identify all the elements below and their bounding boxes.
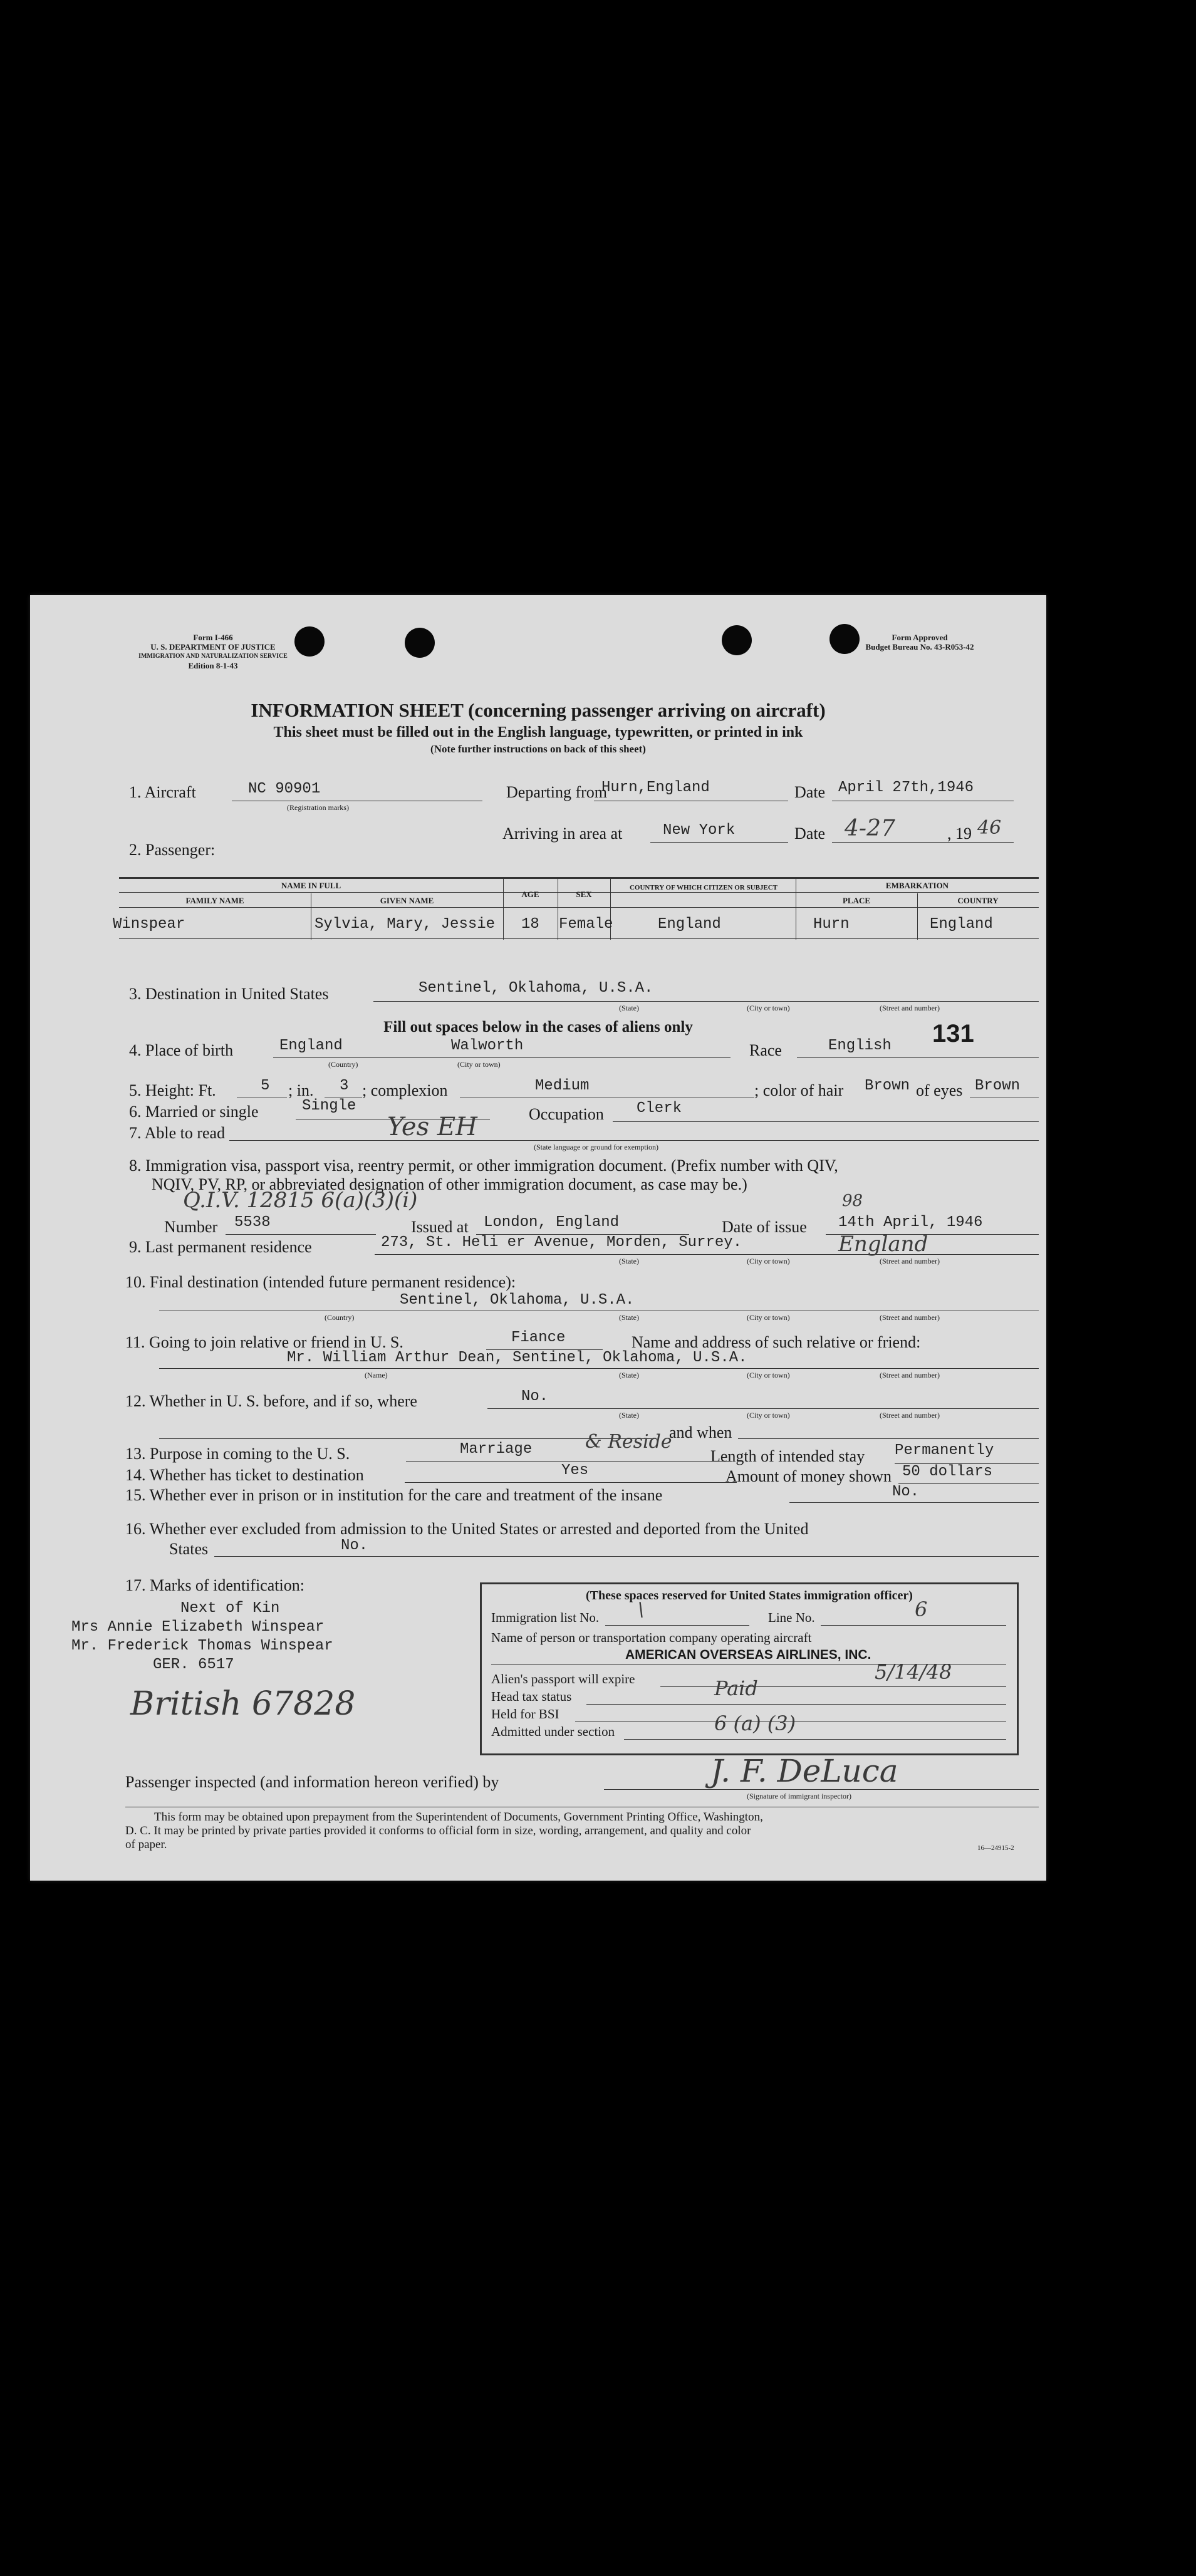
and-when-label: and when: [669, 1423, 732, 1441]
visa-number-value: 5538: [234, 1214, 271, 1231]
last-residence-value: 273, St. Heli er Avenue, Morden, Surrey.: [381, 1234, 742, 1251]
service: IMMIGRATION AND NATURALIZATION SERVICE: [138, 653, 288, 660]
arrive-date-label: Date: [794, 824, 826, 843]
footer-line-1: This form may be obtained upon prepayment from the Superintendent of Documents, Government Printing Office, Washington,: [154, 1810, 763, 1824]
date-issue-value: 14th April, 1946: [838, 1214, 983, 1231]
admitted-section-value: 6 (a) (3): [714, 1711, 796, 1735]
given-name-header: GIVEN NAME: [380, 896, 434, 905]
country-caption: (Country): [325, 1313, 355, 1322]
arriving-line: [650, 842, 788, 843]
height-in-value: 3: [340, 1078, 349, 1094]
page-title: INFORMATION SHEET (concerning passenger arriving on aircraft): [251, 699, 826, 721]
footer-line-2: D. C. It may be printed by private parties provided it conforms to official form in size, wording, arrangement, and quality and color: [125, 1824, 751, 1837]
city-caption: (City or town): [747, 1257, 790, 1265]
next-of-kin-2: Mr. Frederick Thomas Winspear: [71, 1638, 333, 1654]
held-bsi-label: Held for BSI: [491, 1706, 559, 1722]
embark-country-value: England: [930, 916, 993, 933]
final-destination-label: 10. Final destination (intended future permanent residence):: [125, 1273, 516, 1291]
immigration-list-line: [605, 1625, 749, 1626]
state-caption: (State): [619, 1313, 639, 1322]
head-tax-line: [586, 1704, 1006, 1705]
state-caption: (State): [619, 1257, 639, 1265]
prison-line: [789, 1502, 1039, 1503]
issued-at-value: London, England: [484, 1214, 620, 1231]
passenger-label: 2. Passenger:: [129, 841, 216, 859]
excluded-label-1: 16. Whether ever excluded from admission to the United States or arrested and deported from the United: [125, 1520, 809, 1538]
immigration-list-value: \: [638, 1599, 645, 1621]
money-label: Amount of money shown: [725, 1467, 892, 1485]
city-caption: (City or town): [747, 1313, 790, 1322]
page-subtitle: This sheet must be filled out in the English language, typewritten, or printed in ink: [273, 724, 803, 740]
aircraft-value: NC 90901: [248, 781, 321, 797]
married-label: 6. Married or single: [129, 1103, 259, 1121]
before-value: No.: [521, 1388, 549, 1405]
departing-value: Hurn,England: [601, 779, 710, 796]
city-caption: (City or town): [457, 1060, 501, 1069]
ticket-value: Yes: [561, 1462, 589, 1479]
line-no-line: [821, 1625, 1006, 1626]
last-residence-handwritten: England: [838, 1232, 928, 1257]
eyes-label: of eyes: [916, 1081, 963, 1099]
destination-line: [373, 1001, 1039, 1002]
inspector-signature: J. F. DeLuca: [710, 1753, 898, 1789]
arriving-value: New York: [663, 822, 736, 839]
date-issue-label: Date of issue: [722, 1218, 807, 1236]
sex-header: SEX: [576, 890, 592, 899]
line-no-value: 6: [915, 1597, 928, 1621]
next-of-kin-title: Next of Kin: [180, 1600, 280, 1617]
edition: Edition 8-1-43: [188, 661, 238, 670]
length-label: Length of intended stay: [710, 1447, 865, 1465]
prison-value: No.: [892, 1483, 920, 1500]
occupation-label: Occupation: [529, 1105, 604, 1123]
ticket-label: 14. Whether has ticket to destination: [125, 1466, 364, 1484]
number-label: Number: [164, 1218, 218, 1236]
aliens-only-note: Fill out spaces below in the cases of aliens only: [383, 1019, 693, 1036]
prison-label: 15. Whether ever in prison or in institution for the care and treatment of the insane: [125, 1486, 663, 1504]
visa-label-2: NQIV, PV, RP, or abbreviated designation of other immigration document, as case may be.): [152, 1175, 747, 1193]
punch-hole: [722, 625, 752, 655]
officer-box-title: (These spaces reserved for United States immigration officer): [586, 1589, 913, 1602]
page-note: (Note further instructions on back of this sheet): [430, 743, 646, 755]
given-name-value: Sylvia, Mary, Jessie: [315, 916, 496, 933]
street-caption: (Street and number): [880, 1313, 940, 1322]
street-caption: (Street and number): [880, 1371, 940, 1379]
destination-label: 3. Destination in United States: [129, 985, 329, 1003]
embarkation-header: EMBARKATION: [885, 881, 949, 890]
married-value: Single: [302, 1098, 356, 1114]
stamp-number: 131: [932, 1020, 974, 1047]
inspected-label: Passenger inspected (and information hereon verified) by: [125, 1773, 499, 1791]
british-passport-handwritten: British 67828: [130, 1685, 356, 1723]
join-label: 11. Going to join relative or friend in U. S.: [125, 1333, 403, 1351]
age-header: AGE: [521, 890, 539, 899]
print-code: 16—24915-2: [977, 1844, 1014, 1852]
passport-expire-line: [660, 1686, 1006, 1687]
before-line: [487, 1408, 1039, 1409]
height-label: 5. Height: Ft.: [129, 1081, 216, 1099]
read-value: Yes EH: [387, 1113, 477, 1141]
race-value: English: [828, 1037, 892, 1054]
visa-handwritten: Q.I.V. 12815 6(a)(3)(i): [183, 1188, 418, 1213]
state-caption: (State): [619, 1004, 639, 1012]
department: U. S. DEPARTMENT OF JUSTICE: [150, 642, 276, 652]
passport-expire-label: Alien's passport will expire: [491, 1671, 635, 1686]
before-label: 12. Whether in U. S. before, and if so, where: [125, 1392, 417, 1410]
ticket-line: [405, 1482, 737, 1483]
age-value: 18: [521, 916, 539, 933]
state-caption: (State): [619, 1411, 639, 1420]
money-line: [898, 1483, 1039, 1484]
family-name-header: FAMILY NAME: [185, 896, 244, 905]
excluded-line: [214, 1556, 1039, 1557]
issued-at-label: Issued at: [411, 1218, 469, 1236]
place-header: PLACE: [842, 896, 871, 905]
registration-caption: (Registration marks): [287, 803, 349, 812]
last-residence-label: 9. Last permanent residence: [129, 1238, 312, 1256]
marks-label: 17. Marks of identification:: [125, 1576, 304, 1594]
occupation-value: Clerk: [637, 1100, 682, 1117]
race-line: [797, 1057, 1039, 1058]
form-approved: Form Approved: [892, 633, 948, 642]
passport-expire-value: 5/14/48: [875, 1660, 952, 1684]
join-name-label: Name and address of such relative or friend:: [632, 1333, 921, 1351]
aircraft-label: 1. Aircraft: [129, 783, 196, 801]
street-caption: (Street and number): [880, 1411, 940, 1420]
street-caption: (Street and number): [880, 1257, 940, 1265]
form-header-right: [845, 633, 995, 652]
name-in-full-header: NAME IN FULL: [281, 881, 341, 890]
birth-country-value: England: [279, 1037, 343, 1054]
table-top-border: [119, 877, 1039, 879]
read-label: 7. Able to read: [129, 1124, 226, 1142]
arrive-year-prefix: , 19: [947, 824, 972, 843]
purpose-handwritten: & Reside: [585, 1431, 672, 1453]
arriving-label: Arriving in area at: [502, 824, 623, 843]
citizen-value: England: [658, 916, 721, 933]
purpose-label: 13. Purpose in coming to the U. S.: [125, 1445, 350, 1463]
form-number: Form I-466: [193, 633, 233, 642]
admitted-section-label: Admitted under section: [491, 1724, 615, 1739]
height-ft-value: 5: [261, 1078, 270, 1094]
join-name-line: [159, 1368, 1039, 1369]
country-citizen-header: COUNTRY OF WHICH CITIZEN OR SUBJECT: [629, 884, 778, 891]
complexion-value: Medium: [535, 1078, 590, 1094]
depart-date-value: April 27th,1946: [838, 779, 974, 796]
country-caption: (Country): [328, 1060, 358, 1069]
arrive-date-value: 4-27: [845, 816, 895, 841]
number-line: [226, 1234, 376, 1235]
height-in-label: ; in.: [288, 1081, 314, 1099]
company-label: Name of person or transportation company operating aircraft: [491, 1630, 812, 1645]
arrive-date-line: [832, 842, 1014, 843]
information-sheet: [30, 595, 1046, 1881]
purpose-value: Marriage: [460, 1441, 533, 1458]
excluded-label-2: States: [169, 1540, 209, 1558]
purpose-line: [406, 1461, 732, 1462]
embarkation-divider: [796, 892, 1039, 893]
line-no-label: Line No.: [768, 1610, 815, 1625]
visa-label-1: 8. Immigration visa, passport visa, reentry permit, or other immigration document. (Prefix number with QIV,: [129, 1156, 838, 1175]
immigration-list-label: Immigration list No.: [491, 1610, 600, 1625]
birth-line: [273, 1057, 731, 1058]
next-of-kin-3: GER. 6517: [153, 1656, 234, 1673]
table-header-bottom: [119, 907, 1039, 908]
next-of-kin-1: Mrs Annie Elizabeth Winspear: [71, 1619, 325, 1636]
head-tax-label: Head tax status: [491, 1689, 572, 1704]
punch-hole: [405, 628, 435, 658]
family-name-value: Winspear: [113, 916, 185, 933]
arrive-year-value: 46: [977, 817, 1002, 839]
money-value: 50 dollars: [902, 1463, 993, 1480]
name-caption: (Name): [365, 1371, 388, 1379]
issue-handwritten: 98: [842, 1192, 863, 1210]
inspected-line: [604, 1789, 1039, 1790]
signature-caption: (Signature of immigrant inspector): [747, 1792, 851, 1800]
eyes-value: Brown: [975, 1078, 1021, 1094]
last-residence-line: [375, 1254, 1039, 1255]
table-divider: [503, 878, 504, 940]
occupation-line: [613, 1121, 1039, 1122]
final-destination-value: Sentinel, Oklahoma, U.S.A.: [400, 1292, 635, 1309]
city-caption: (City or town): [747, 1411, 790, 1420]
hair-label: ; color of hair: [754, 1081, 844, 1099]
when-line-left: [159, 1438, 654, 1439]
city-caption: (City or town): [747, 1004, 790, 1012]
length-value: Permanently: [895, 1442, 994, 1459]
form-header-left: [119, 633, 307, 670]
city-caption: (City or town): [747, 1371, 790, 1379]
admitted-section-line: [624, 1739, 1006, 1740]
read-line: [229, 1140, 1039, 1141]
excluded-value: No.: [341, 1537, 368, 1554]
hair-value: Brown: [865, 1078, 910, 1094]
state-caption: (State): [619, 1371, 639, 1379]
complexion-label: ; complexion: [362, 1081, 448, 1099]
footer-line-3: of paper.: [125, 1838, 167, 1851]
sex-value: Female: [559, 916, 613, 933]
table-bottom-border: [119, 938, 1039, 939]
birth-city-value: Walworth: [451, 1037, 524, 1054]
depart-date-label: Date: [794, 783, 826, 801]
embark-place-value: Hurn: [813, 916, 850, 933]
read-caption: (State language or ground for exemption): [534, 1143, 658, 1151]
destination-value: Sentinel, Oklahoma, U.S.A.: [419, 980, 653, 997]
country-header: COUNTRY: [957, 896, 999, 905]
head-tax-value: Paid: [714, 1676, 758, 1700]
budget-number: Budget Bureau No. 43-R053-42: [865, 642, 974, 652]
race-label: Race: [749, 1041, 782, 1059]
company-value: AMERICAN OVERSEAS AIRLINES, INC.: [625, 1648, 871, 1662]
join-name-value: Mr. William Arthur Dean, Sentinel, Oklahoma, U.S.A.: [287, 1349, 747, 1366]
departing-label: Departing from: [506, 783, 608, 801]
join-value: Fiance: [511, 1329, 566, 1346]
when-line-right: [738, 1438, 1039, 1439]
street-caption: (Street and number): [880, 1004, 940, 1012]
birth-label: 4. Place of birth: [129, 1041, 234, 1059]
